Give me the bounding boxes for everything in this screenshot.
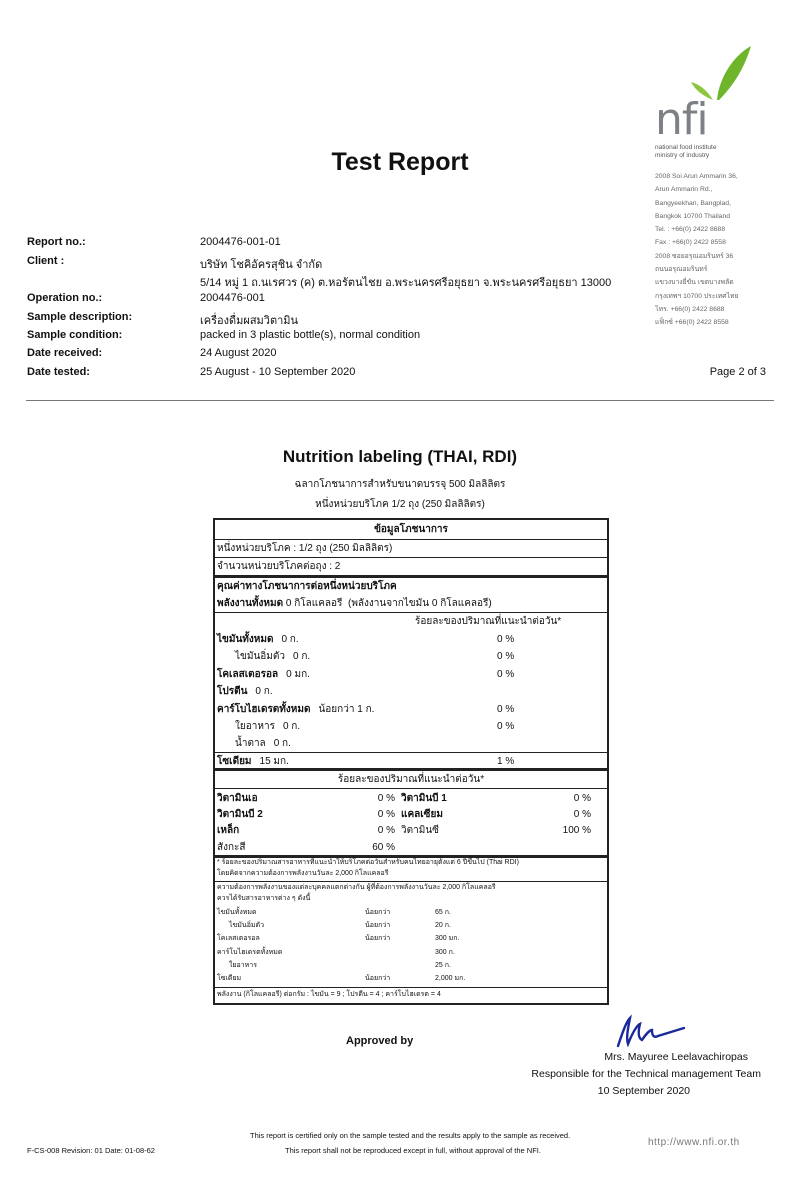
vitamin-percent: 0 %	[377, 809, 395, 821]
box-title: ข้อมูลโภชนาการ	[374, 524, 448, 535]
nutrient-row	[235, 735, 607, 752]
servings-per: จำนวนหน่วยบริโภคต่อถุง : 2	[217, 561, 341, 572]
vitamin-label: วิตามินบี 1	[401, 793, 447, 804]
vitamin-percent: 60 %	[372, 841, 395, 853]
header-divider	[26, 400, 774, 401]
serving-line: หนึ่งหน่วยบริโภค : 1/2 ถุง (250 มิลลิลิตร)	[217, 543, 393, 554]
rdi-header: ร้อยละของปริมาณที่แนะนำต่อวัน*	[415, 616, 562, 627]
footnote-3: ความต้องการพลังงานของแต่ละบุคคลแตกต่างกัน ผู้ที่ต้องการพลังงานวันละ 2,000 กิโลแคลอรี	[217, 884, 496, 891]
energy-per-gram: พลังงาน (กิโลแคลอรี) ต่อกรัม : ไขมัน = 9 ; โปรตีน = 4 ; คาร์โบไฮเดรต = 4	[217, 991, 441, 998]
package-size: ฉลากโภชนาการสำหรับขนาดบรรจุ 500 มิลลิลิตร	[294, 479, 506, 490]
daily-qualifier: น้อยกว่า	[365, 935, 391, 943]
nutrient-label: โคเลสเตอรอล	[217, 668, 279, 680]
footnote-1: * ร้อยละของปริมาณสารอาหารที่แนะนำให้บริโภคต่อวันสำหรับคนไทยอายุตั้งแต่ 6 ปีขึ้นไป (Thai RDI)	[217, 859, 519, 866]
nutrient-label: โซเดียม	[217, 755, 252, 767]
daily-value: 300 ก.	[435, 948, 455, 956]
footer-line-1: This report is certified only on the sample tested and the results apply to the sample as received.	[250, 1131, 571, 1140]
vitamin-percent: 0 %	[377, 825, 395, 837]
sample-cond-label: Sample condition:	[27, 329, 123, 341]
nutrient-row	[235, 718, 607, 735]
vitamin-label: แคลเซียม	[401, 809, 443, 821]
nutrient-label: ไขมันอิ่มตัว	[235, 651, 285, 663]
daily-value: 25 ก.	[435, 961, 451, 969]
footer-line-2: This report shall not be reproduced except in full, without approval of the NFI.	[285, 1146, 541, 1155]
nutrient-row	[217, 701, 607, 718]
daily-label: โคเลสเตอรอล	[217, 935, 260, 943]
energy-row: พลังงานทั้งหมด 0 กิโลแคลอรี (พลังงานจากไขมัน 0 กิโลแคลอรี)	[217, 598, 492, 609]
approval-date: 10 September 2020	[597, 1085, 690, 1097]
report-no-value: 2004476-001-01	[200, 236, 281, 248]
logo-wordmark: nfi	[655, 94, 708, 145]
nutrient-percent: 0 %	[497, 668, 515, 680]
approved-by-label: Approved by	[346, 1035, 414, 1047]
vitamin-label: วิตามินเอ	[217, 793, 258, 804]
report-no-label: Report no.:	[27, 236, 86, 248]
nutrient-percent: 0 %	[497, 703, 515, 715]
page-title: Test Report	[331, 148, 469, 176]
client-name: บริษัท โชคิอัครสุชิน จำกัด	[200, 259, 323, 271]
daily-value: 2,000 มก.	[435, 975, 466, 982]
date-received-label: Date received:	[27, 347, 103, 359]
daily-value: 300 มก.	[435, 935, 460, 943]
nutrient-amount: 0 ก.	[255, 686, 273, 698]
per-serving-heading: คุณค่าทางโภชนาการต่อหนึ่งหน่วยบริโภค	[217, 581, 397, 592]
nutrient-row	[217, 666, 607, 683]
vitamin-percent: 0 %	[377, 793, 395, 804]
client-address: 5/14 หมู่ 1 ถ.นเรศวร (ค) ต.หอรัตนไชย อ.พระนครศรีอยุธยา จ.พระนครศรีอยุธยา 13000	[200, 277, 612, 289]
nfi-address: 2008 Soi Arun Ammarin 36, Arun Ammarin Rd., Bangyeekhan, Bangplad, Bangkok 10700 Thailand Tel. : +66(0) 2422 8688 Fax : +66(0) 2422 8558 2008 ซอยอรุณอมรินทร์ 36 ถนนอรุณอมรินทร์ แขวงบางยี่ขัน เขตบางพลัด กรุงเทพฯ 10700 ประเทศไทย โทร. +66(0) 2422 8688 แฟ็กซ์ +66(0) 2422 8558	[655, 173, 739, 327]
date-tested-label: Date tested:	[27, 366, 90, 378]
daily-label: ไขมันอิ่มตัว	[229, 922, 264, 930]
nutrient-row	[217, 683, 607, 700]
nutrient-label: โปรตีน	[217, 686, 248, 698]
nutrient-percent: 0 %	[497, 651, 515, 663]
footnote-4: ควรได้รับสารอาหารต่าง ๆ ดังนี้	[217, 895, 311, 902]
nutrient-label: ใยอาหาร	[235, 721, 275, 732]
nutrient-label: ไขมันทั้งหมด	[217, 634, 274, 645]
sample-desc-value: เครื่องดื่มผสมวิตามิน	[200, 315, 299, 327]
daily-label: ไขมันทั้งหมด	[217, 909, 257, 916]
signer-role: Responsible for the Technical management Team	[531, 1068, 761, 1080]
nutrient-amount: 0 มก.	[286, 668, 310, 680]
vitamin-label: เหล็ก	[217, 825, 240, 837]
nutrition-facts-box	[213, 518, 609, 1005]
daily-label: คาร์โบไฮเดรตทั้งหมด	[217, 948, 283, 956]
nutrition-title: Nutrition labeling (THAI, RDI)	[282, 447, 518, 466]
footnote-2: โดยคิดจากความต้องการพลังงานวันละ 2,000 กิโลแคลอรี	[217, 870, 389, 877]
signer-name: Mrs. Mayuree Leelavachiropas	[604, 1051, 748, 1063]
vitamin-percent: 0 %	[573, 809, 591, 821]
page-number: Page 2 of 3	[709, 366, 766, 378]
daily-qualifier: น้อยกว่า	[365, 975, 391, 982]
website-link[interactable]: http://www.nfi.or.th	[648, 1137, 740, 1148]
operation-no-label: Operation no.:	[27, 292, 103, 304]
vitamin-percent: 100 %	[562, 825, 591, 837]
serving-size: หนึ่งหน่วยบริโภค 1/2 ถุง (250 มิลลิลิตร)	[315, 499, 485, 510]
nutrient-row	[235, 648, 607, 665]
nutrient-row	[217, 631, 607, 648]
rdi-header-2: ร้อยละของปริมาณที่แนะนำต่อวัน*	[337, 774, 485, 785]
daily-qualifier: น้อยกว่า	[365, 922, 391, 930]
nutrient-percent: 0 %	[497, 721, 515, 732]
sample-cond-value: packed in 3 plastic bottle(s), normal condition	[200, 329, 421, 341]
daily-value: 65 ก.	[435, 909, 451, 916]
daily-label: ใยอาหาร	[229, 961, 257, 969]
operation-no-value: 2004476-001	[200, 292, 265, 304]
vitamin-percent: 0 %	[573, 793, 591, 804]
nutrient-label: น้ำตาล	[235, 738, 266, 750]
signature	[612, 1012, 692, 1052]
nutrient-label: คาร์โบไฮเดรตทั้งหมด	[217, 703, 311, 715]
nutrient-amount: น้อยกว่า 1 ก.	[318, 703, 375, 715]
vitamin-label: วิตามินบี 2	[217, 809, 263, 821]
sample-desc-label: Sample description:	[27, 311, 133, 323]
daily-qualifier: น้อยกว่า	[365, 909, 391, 916]
form-revision: F-CS-008 Revision: 01 Date: 01-08-62	[27, 1146, 155, 1155]
date-tested-value: 25 August - 10 September 2020	[200, 366, 356, 378]
nutrient-amount: 0 ก.	[282, 721, 301, 732]
daily-label: โซเดียม	[217, 975, 242, 982]
nutrient-amount: 15 มก.	[259, 755, 289, 767]
nfi-logo	[655, 40, 765, 160]
daily-value: 20 ก.	[435, 922, 451, 930]
logo-subtitle: national food institute ministry of industry	[655, 144, 717, 159]
nutrient-amount: 0 ก.	[281, 634, 299, 645]
nutrient-amount: 0 ก.	[293, 651, 311, 663]
vitamin-label: วิตามินซี	[401, 825, 439, 837]
nutrient-amount: 0 ก.	[273, 738, 291, 750]
nutrient-percent: 1 %	[497, 755, 515, 767]
client-label: Client :	[27, 255, 65, 267]
vitamin-label: สังกะสี	[217, 841, 246, 853]
date-received-value: 24 August 2020	[200, 347, 277, 359]
nutrient-percent: 0 %	[497, 634, 515, 645]
